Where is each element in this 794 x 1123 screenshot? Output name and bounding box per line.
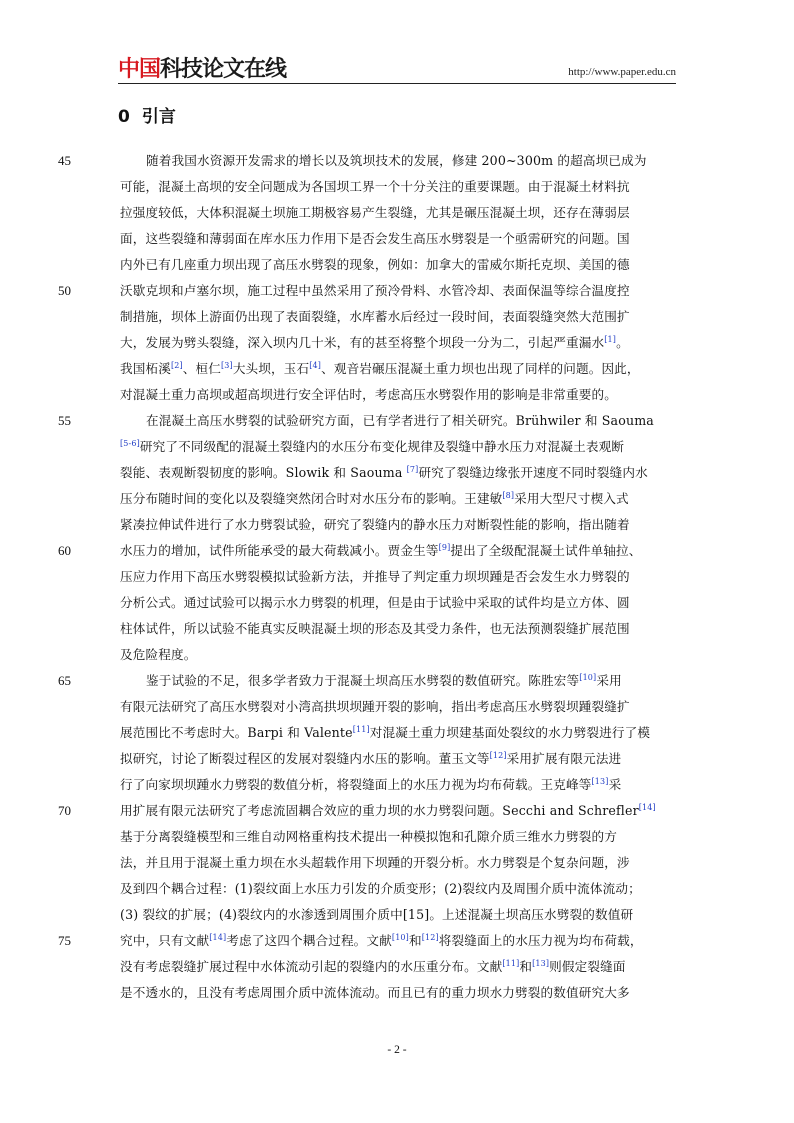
text-line [120,850,674,876]
line-number: 75 [58,933,71,948]
citation-link[interactable]: [10] [579,673,597,682]
citation-link[interactable]: [2] [170,361,183,370]
header-url[interactable]: http://www.paper.edu.cn [568,66,676,78]
citation-link[interactable]: [14] [638,803,656,812]
text-run: 大，发展为劈头裂缝，深入坝内几十米，有的甚至将整个坝段一分为二，引起严重漏水 [120,335,605,350]
text-run: 面，这些裂缝和薄弱面在库水压力作用下是否会发生高压水劈裂是一个亟需研究的问题。国 [120,231,630,246]
section-title: 引言 [141,107,176,127]
text-run: 提出了全级配混凝土试件单轴拉、 [450,543,642,558]
text-line [120,564,674,590]
text-run: 和 [519,959,533,974]
text-run: 对混凝土重力坝建基面处裂纹的水力劈裂进行了模 [369,725,651,740]
logo-red-text: 中国 [118,57,161,82]
text-line [120,980,674,1006]
citation-link[interactable]: [13] [532,959,550,968]
citation-link[interactable]: [10] [391,933,409,942]
text-run: 采 [608,777,622,792]
text-run: 和 [408,933,422,948]
text-run: 拟研究，讨论了断裂过程区的发展对裂缝内水压的影响。董玉文等 [120,751,490,766]
text-line [120,694,674,720]
text-run: 内外已有几座重力坝出现了高压水劈裂的现象，例如：加拿大的雷威尔斯托克坝、美国的德 [120,257,630,272]
text-run: 水压力的增加，试件所能承受的最大荷载减小。贾金生等 [120,543,439,558]
text-run: 行了向家坝坝踵水力劈裂的数值分析，将裂缝面上的水压力视为均布荷载。王克峰等 [120,777,592,792]
citation-link[interactable]: [12] [421,933,439,942]
citation-link[interactable]: [1] [604,335,617,344]
text-line [120,278,674,304]
section-heading [118,106,176,128]
text-run: 。 [616,335,629,350]
text-line [120,590,674,616]
text-run: 我国柘溪 [120,361,171,376]
line-number: 55 [58,413,71,428]
text-line [120,252,674,278]
text-run: 制措施，坝体上游面仍出现了表面裂缝，水库蓄水后经过一段时间，表面裂缝突然大范围扩 [120,309,630,324]
text-run: 随着我国水资源开发需求的增长以及筑坝技术的发展，修建 200~300m 的超高坝已成为 [146,153,647,168]
line-number: 60 [58,543,71,558]
text-run: 究中，只有文献 [120,933,210,948]
text-line [120,330,674,356]
text-run: 法，并且用于混凝土重力坝在水头超载作用下坝踵的开裂分析。水力劈裂是个复杂问题，涉 [120,855,630,870]
text-line [120,876,674,902]
text-line [146,668,674,694]
text-run: 用扩展有限元法研究了考虑流固耦合效应的重力坝的水力劈裂问题。Secchi and Schrefler [120,803,639,818]
text-run: 采用扩展有限元法进 [506,751,622,766]
text-line [120,434,674,460]
text-run: 紧凑拉伸试件进行了水力劈裂试验，研究了裂缝内的静水压力对断裂性能的影响，指出随着 [120,517,630,532]
citation-link[interactable]: [13] [591,777,609,786]
text-run: 采用大型尺寸楔入式 [514,491,629,506]
text-line [120,902,674,928]
text-run: 压应力作用下高压水劈裂模拟试验新方法，并推导了判定重力坝坝踵是否会发生水力劈裂的 [120,569,630,584]
line-number: 65 [58,673,71,688]
text-run: (3) 裂纹的扩展；(4)裂纹内的水渗透到周围介质中[15]。上述混凝土坝高压水劈裂的数值研 [120,907,634,922]
citation-link[interactable]: [3] [221,361,233,370]
text-line [120,824,674,850]
text-run: 沃歇克坝和卢塞尔坝，施工过程中虽然采用了预冷骨料、水管冷却、表面保温等综合温度控 [120,283,630,298]
text-line [120,928,674,954]
page-footer: - 2 - [387,1044,407,1056]
text-line [120,460,674,486]
text-run: 压分布随时间的变化以及裂缝突然闭合时对水压分布的影响。王建敏 [120,491,503,506]
page-header [118,56,676,86]
text-line [120,174,674,200]
text-run: 则假定裂缝面 [549,959,626,974]
text-line [120,486,674,512]
citation-link[interactable]: [7] [406,465,419,474]
text-line [120,382,674,408]
citation-link[interactable]: [4] [309,361,322,370]
line-number: 45 [58,153,71,168]
text-run: 将裂缝面上的水压力视为均布荷载， [438,933,643,948]
text-line [120,642,674,668]
citation-link[interactable]: [5-6] [120,439,140,448]
text-run: 大头坝，玉石 [232,361,310,376]
text-line [120,304,674,330]
citation-link[interactable]: [8] [502,491,515,500]
text-line [120,746,674,772]
text-run: 拉强度较低，大体积混凝土坝施工期极容易产生裂缝，尤其是碾压混凝土坝，还存在薄弱层 [120,205,630,220]
text-line [146,148,674,174]
text-run: 研究了裂缝边缘张开速度不同时裂缝内水 [418,465,648,480]
text-run: 有限元法研究了高压水劈裂对小湾高拱坝坝踵开裂的影响，指出考虑高压水劈裂坝踵裂缝扩 [120,699,630,714]
logo-dark-text: 科技论文在线 [160,57,287,82]
line-number: 70 [58,803,71,818]
citation-link[interactable]: [14] [209,933,227,942]
text-run: 展范围比不考虑时大。Barpi 和 Valente [120,725,353,740]
text-line [120,226,674,252]
text-run: 考虑了这四个耦合过程。文献 [226,933,392,948]
text-run: 分析公式。通过试验可以揭示水力劈裂的机理，但是由于试验中采取的试件均是立方体、圆 [120,595,630,610]
text-run: 对混凝土重力高坝或超高坝进行安全评估时，考虑高压水劈裂作用的影响是非常重要的。 [120,387,618,402]
text-line [120,538,674,564]
text-run: 裂能、表观断裂韧度的影响。Slowik 和 Saouma [120,465,407,480]
text-run: 及危险程度。 [120,647,197,662]
text-run: 研究了不同级配的混凝土裂缝内的水压分布变化规律及裂缝中静水压力对混凝土表观断 [139,439,625,454]
citation-link[interactable]: [9] [438,543,451,552]
text-run: 、观音岩碾压混凝土重力坝也出现了同样的问题。因此， [321,361,640,376]
header-rule [118,83,676,84]
section-number: 0 [118,107,130,127]
text-run: 可能，混凝土高坝的安全问题成为各国坝工界一个十分关注的重要课题。由于混凝土材料抗 [120,179,630,194]
text-run: 及到四个耦合过程：(1)裂纹面上水压力引发的介质变形；(2)裂纹内及周围介质中流体流动； [120,881,641,896]
text-line [120,954,674,980]
text-run: 鉴于试验的不足，很多学者致力于混凝土坝高压水劈裂的数值研究。陈胜宏等 [146,673,580,688]
text-run: 、桓仁 [182,361,222,376]
text-run: 采用 [596,673,622,688]
citation-link[interactable]: [11] [502,959,520,968]
text-line [120,720,674,746]
text-line [120,512,674,538]
text-line [120,616,674,642]
text-line [120,356,674,382]
text-run: 在混凝土高压水劈裂的试验研究方面，已有学者进行了相关研究。Brühwiler 和 Saouma [146,413,654,428]
text-run: 没有考虑裂缝扩展过程中水体流动引起的裂缝内的水压重分布。文献 [120,959,503,974]
text-run: 是不透水的，且没有考虑周围介质中流体流动。而且已有的重力坝水力劈裂的数值研究大多 [120,985,630,1000]
line-number: 50 [58,283,71,298]
citation-link[interactable]: [11] [352,725,370,734]
citation-link[interactable]: [12] [489,751,507,760]
text-line [120,772,674,798]
text-line [146,408,674,434]
text-line [120,200,674,226]
text-run: 基于分离裂缝模型和三维自动网格重构技术提出一种模拟饱和孔隙介质三维水力劈裂的方 [120,829,618,844]
text-run: 柱体试件，所以试验不能真实反映混凝土坝的形态及其受力条件，也无法预测裂缝扩展范围 [120,621,630,636]
text-line [120,798,674,824]
journal-logo [118,58,286,82]
